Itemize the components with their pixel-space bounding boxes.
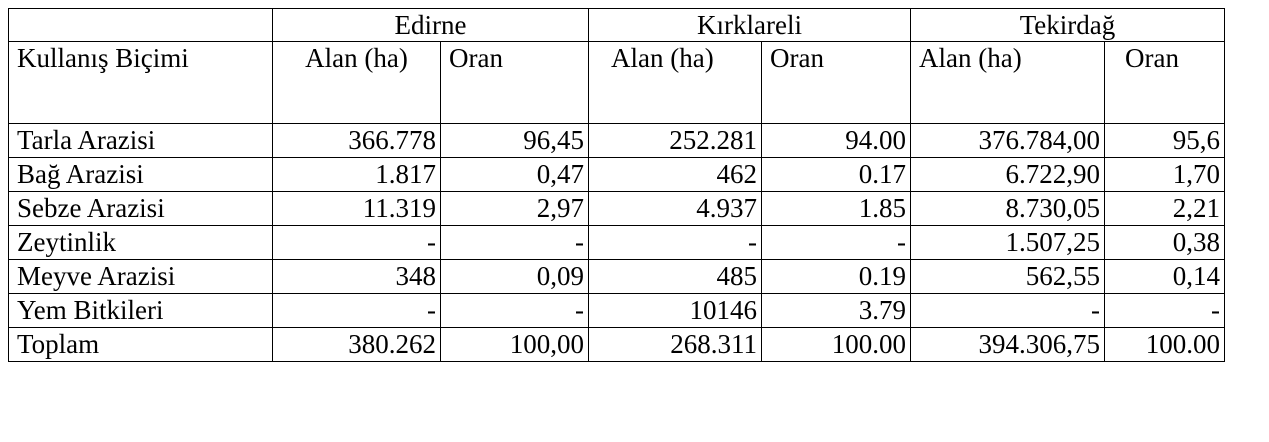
row-label: Yem Bitkileri	[9, 294, 273, 328]
table-cell: 0,14	[1105, 260, 1225, 294]
column-header-row	[9, 42, 1225, 124]
row-label: Meyve Arazisi	[9, 260, 273, 294]
table-cell: -	[762, 226, 911, 260]
table-cell: 0,47	[441, 158, 589, 192]
table-cell: 366.778	[273, 124, 441, 158]
table-cell: -	[589, 226, 762, 260]
table-cell: 100.00	[762, 328, 911, 362]
table-cell: 394.306,75	[911, 328, 1105, 362]
table-row	[9, 294, 1225, 328]
table-cell: 11.319	[273, 192, 441, 226]
row-label: Toplam	[9, 328, 273, 362]
table-cell: 485	[589, 260, 762, 294]
row-label: Zeytinlik	[9, 226, 273, 260]
table-cell: 1,70	[1105, 158, 1225, 192]
table-cell: 96,45	[441, 124, 589, 158]
table-cell: -	[273, 226, 441, 260]
table-cell: 462	[589, 158, 762, 192]
table-cell: 562,55	[911, 260, 1105, 294]
table-cell: 376.784,00	[911, 124, 1105, 158]
table-row	[9, 328, 1225, 362]
table-cell: 95,6	[1105, 124, 1225, 158]
table-row	[9, 158, 1225, 192]
table-row	[9, 226, 1225, 260]
table-cell: 1.85	[762, 192, 911, 226]
subheader-edirne-ratio: Oran	[441, 42, 589, 124]
row-label: Sebze Arazisi	[9, 192, 273, 226]
table-row	[9, 192, 1225, 226]
table-cell: 6.722,90	[911, 158, 1105, 192]
table-cell: 0,09	[441, 260, 589, 294]
table-cell: 10146	[589, 294, 762, 328]
region-tekirdag: Tekirdağ	[911, 9, 1225, 42]
subheader-tekirdag-ratio: Oran	[1105, 42, 1225, 124]
table-cell: 0.17	[762, 158, 911, 192]
region-edirne: Edirne	[273, 9, 589, 42]
empty-corner-cell	[9, 9, 273, 42]
table-cell: 8.730,05	[911, 192, 1105, 226]
table-row	[9, 124, 1225, 158]
table-cell: -	[1105, 294, 1225, 328]
table-cell: 2,97	[441, 192, 589, 226]
table-cell: 100.00	[1105, 328, 1225, 362]
table-cell: 0,38	[1105, 226, 1225, 260]
table-cell: -	[441, 294, 589, 328]
table-cell: 1.507,25	[911, 226, 1105, 260]
table-cell: 100,00	[441, 328, 589, 362]
table-cell: 380.262	[273, 328, 441, 362]
row-label: Bağ Arazisi	[9, 158, 273, 192]
table-cell: 268.311	[589, 328, 762, 362]
table-cell: 0.19	[762, 260, 911, 294]
region-kirklareli: Kırklareli	[589, 9, 911, 42]
row-label: Tarla Arazisi	[9, 124, 273, 158]
table-cell: 94.00	[762, 124, 911, 158]
region-header-row	[9, 9, 1225, 42]
land-use-table	[8, 8, 1225, 362]
row-header-label: Kullanış Biçimi	[9, 42, 273, 124]
table-cell: 2,21	[1105, 192, 1225, 226]
table-cell: 252.281	[589, 124, 762, 158]
table-cell: 4.937	[589, 192, 762, 226]
table-row	[9, 260, 1225, 294]
subheader-kirklareli-area: Alan (ha)	[589, 42, 762, 124]
table-cell: 3.79	[762, 294, 911, 328]
table-cell: -	[441, 226, 589, 260]
table-cell: -	[911, 294, 1105, 328]
table-cell: 1.817	[273, 158, 441, 192]
subheader-kirklareli-ratio: Oran	[762, 42, 911, 124]
subheader-edirne-area: Alan (ha)	[273, 42, 441, 124]
table-cell: -	[273, 294, 441, 328]
table-cell: 348	[273, 260, 441, 294]
subheader-tekirdag-area: Alan (ha)	[911, 42, 1105, 124]
